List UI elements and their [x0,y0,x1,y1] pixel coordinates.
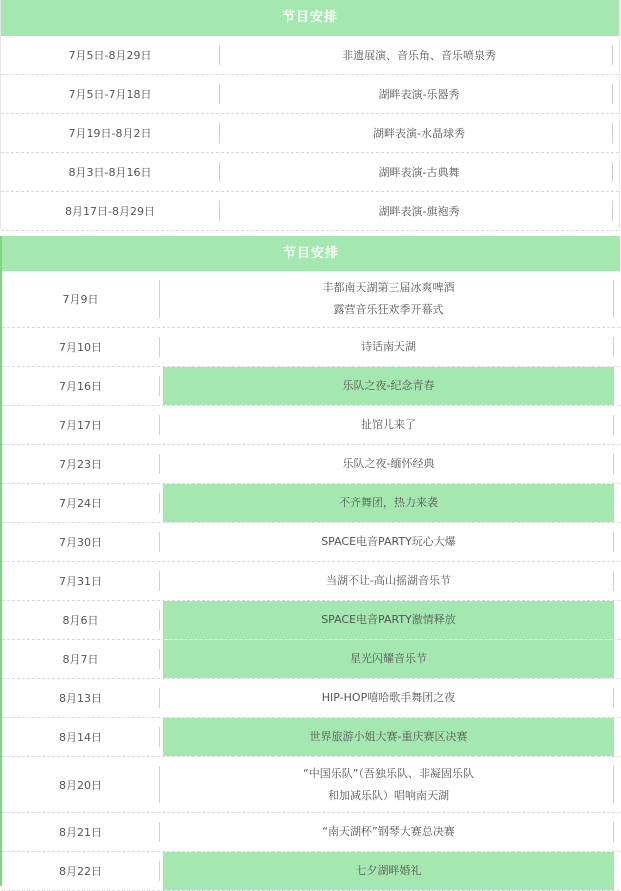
row-content: 乐队之夜-纪念青春 [163,367,614,405]
table-row [1,153,619,192]
column-divider [159,280,160,318]
right-divider [613,822,614,842]
row-content: 诗话南天湖 [361,340,416,353]
table-row [2,679,620,718]
row-date: 7月30日 [59,536,102,549]
row-date: 7月31日 [59,575,102,588]
column-divider [159,766,160,803]
right-divider [613,454,614,474]
right-divider [613,415,614,435]
row-date: 8月6日 [62,614,99,627]
row-date: 7月16日 [59,380,102,393]
table-row [1,114,619,153]
column-divider [159,571,160,591]
right-divider [612,84,613,104]
right-divider [613,766,614,803]
column-divider [159,376,160,396]
row-date: 7月19日-8月2日 [68,127,152,140]
row-content: 非遗展演、音乐角、音乐喷泉秀 [342,49,496,62]
row-date: 8月3日-8月16日 [68,166,152,179]
table-body [2,271,620,891]
column-divider [159,337,160,357]
table-row [2,852,620,891]
row-date: 8月21日 [59,826,102,839]
row-content: 星光闪耀音乐节 [163,640,614,678]
column-divider [159,610,160,630]
row-date: 8月7日 [62,653,99,666]
right-divider [612,123,613,143]
row-content: “南天湖杯”钢琴大赛总决赛 [322,825,455,838]
column-divider [159,493,160,513]
column-divider [159,532,160,552]
right-divider [613,337,614,357]
table-row [1,75,619,114]
column-divider [159,727,160,747]
row-date: 8月14日 [59,731,102,744]
table-row [2,523,620,562]
table-row [2,813,620,852]
row-content: SPACE电音PARTY玩心大爆 [321,535,456,548]
table-row [2,271,620,328]
column-divider [159,822,160,842]
row-date: 7月5日-7月18日 [68,88,152,101]
table-row [2,445,620,484]
table-row [2,601,620,640]
right-divider [613,280,614,318]
row-content: 丰都南天湖第三届冰爽啤酒 露营音乐狂欢季开幕式 [322,281,455,316]
row-date: 8月22日 [59,865,102,878]
row-content: SPACE电音PARTY激情释放 [163,601,614,639]
row-content: 湖畔表演-旗袍秀 [378,205,460,218]
row-date: 8月13日 [59,692,102,705]
events-schedule-table [0,236,620,886]
column-divider [159,454,160,474]
table-header: 节目安排 [1,0,619,36]
row-content: 扯馆儿来了 [361,418,416,431]
row-date: 7月17日 [59,419,102,432]
right-divider [613,688,614,708]
table-row [2,367,620,406]
summer-schedule-table [0,0,620,229]
table-row [1,192,619,231]
table-row [2,718,620,757]
right-divider [613,571,614,591]
row-content: 七夕湖畔婚礼 [163,852,614,890]
table-body [1,36,619,231]
row-content: 世界旅游小姐大赛-重庆赛区决赛 [163,718,614,756]
table-row [2,328,620,367]
row-content: “中国乐队”（吾独乐队、非凝固乐队 和加减乐队）唱响南天湖 [303,766,474,802]
column-divider [159,688,160,708]
table-row [2,757,620,813]
row-date: 8月20日 [59,778,102,792]
column-divider [159,861,160,881]
table-row [2,640,620,679]
row-content: 不齐舞团，热力来袭 [163,484,614,522]
row-date: 7月24日 [59,497,102,510]
row-date: 8月17日-8月29日 [65,205,155,218]
table-row [2,406,620,445]
table-header: 节目安排 [2,236,620,271]
column-divider [159,649,160,669]
right-divider [613,532,614,552]
row-content: HIP-HOP嘻哈歌手舞团之夜 [321,691,456,704]
row-content: 乐队之夜-缅怀经典 [342,457,435,470]
right-divider [612,45,613,65]
right-divider [612,201,613,221]
row-date: 7月5日-8月29日 [68,49,152,62]
row-date: 7月9日 [62,293,99,306]
table-row [2,562,620,601]
row-content: 当湖不让-高山摇湖音乐节 [326,574,451,587]
row-content: 湖畔表演-水晶球秀 [373,127,465,140]
row-content: 湖畔表演-古典舞 [378,166,460,179]
right-divider [612,162,613,182]
row-date: 7月23日 [59,458,102,471]
table-row [2,484,620,523]
table-row [1,36,619,75]
column-divider [159,415,160,435]
row-content: 湖畔表演-乐器秀 [378,88,460,101]
row-date: 7月10日 [59,341,102,354]
